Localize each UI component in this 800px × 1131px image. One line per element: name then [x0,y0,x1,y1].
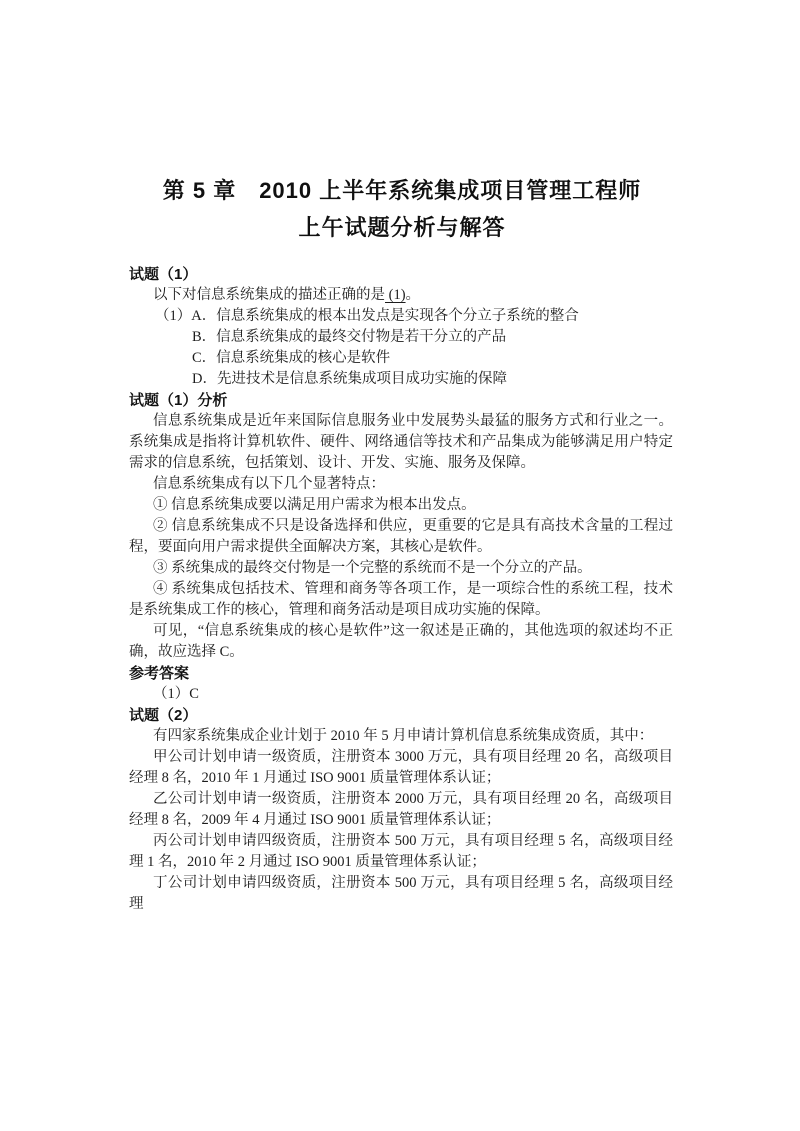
chapter-title-line2: 上午试题分析与解答 [298,215,506,240]
question-2-intro: 有四家系统集成企业计划于 2010 年 5 月申请计算机信息系统集成资质，其中： [153,728,654,744]
question-1-blank: (1) [385,287,406,303]
question-1-heading: 试题（1） [129,266,198,283]
question-1-analysis-heading: 试题（1）分析 [129,392,228,409]
document-body [129,264,673,915]
analysis-point-2: ② 信息系统集成不只是设备选择和供应，更重要的它是具有高技术含量的工程过程，要面向用户需求提供全面解决方案，其核心是软件。 [129,518,673,555]
question-1-option-b: B．信息系统集成的最终交付物是若干分立的产品 [192,329,507,345]
question-1-stem-end: 。 [405,287,421,303]
analysis-paragraph-2: 信息系统集成有以下几个显著特点： [153,476,385,492]
reference-answer-value: （1）C [153,686,199,702]
analysis-point-3: ③ 系统集成的最终交付物是一个完整的系统而不是一个分立的产品。 [153,560,592,576]
analysis-conclusion: 可见，“信息系统集成的核心是软件”这一叙述是正确的，其他选项的叙述均不正确，故应选择 C。 [129,623,673,660]
question-2-company-ding: 丁公司计划申请四级资质，注册资本 500 万元，具有项目经理 5 名，高级项目经理 [129,875,673,912]
question-1-option-d: D．先进技术是信息系统集成项目成功实施的保障 [192,371,507,387]
analysis-paragraph-1: 信息系统集成是近年来国际信息服务业中发展势头最猛的服务方式和行业之一。系统集成是指将计算机软件、硬件、网络通信等技术和产品集成为能够满足用户特定需求的信息系统，包括策划、设计、开发、实施、服务及保障。 [129,413,673,471]
question-2-company-yi: 乙公司计划申请一级资质，注册资本 2000 万元，具有项目经理 20 名，高级项目经理 8 名，2009 年 4 月通过 ISO 9001 质量管理体系认证； [129,791,673,828]
question-1-stem [129,285,673,306]
question-1-option-c: C．信息系统集成的核心是软件 [192,350,391,366]
question-2-heading: 试题（2） [129,707,198,724]
question-1-stem-text: 以下对信息系统集成的描述正确的是 [153,287,385,303]
question-1-option-a: （1）A．信息系统集成的根本出发点是实现各个分立子系统的整合 [155,308,579,324]
analysis-point-4: ④ 系统集成包括技术、管理和商务等各项工作，是一项综合性的系统工程，技术是系统集成工作的核心，管理和商务活动是项目成功实施的保障。 [129,581,673,618]
chapter-title-line1: 第 5 章 2010 上半年系统集成项目管理工程师 [162,178,642,203]
question-2-company-jia: 甲公司计划申请一级资质，注册资本 3000 万元，具有项目经理 20 名，高级项目经理 8 名，2010 年 1 月通过 ISO 9001 质量管理体系认证； [129,749,673,786]
reference-answer-heading: 参考答案 [129,665,190,682]
question-2-company-bing: 丙公司计划申请四级资质，注册资本 500 万元，具有项目经理 5 名，高级项目经理 1 名，2010 年 2 月通过 ISO 9001 质量管理体系认证； [129,833,673,870]
analysis-point-1: ① 信息系统集成要以满足用户需求为根本出发点。 [153,497,476,513]
chapter-title [128,172,676,246]
